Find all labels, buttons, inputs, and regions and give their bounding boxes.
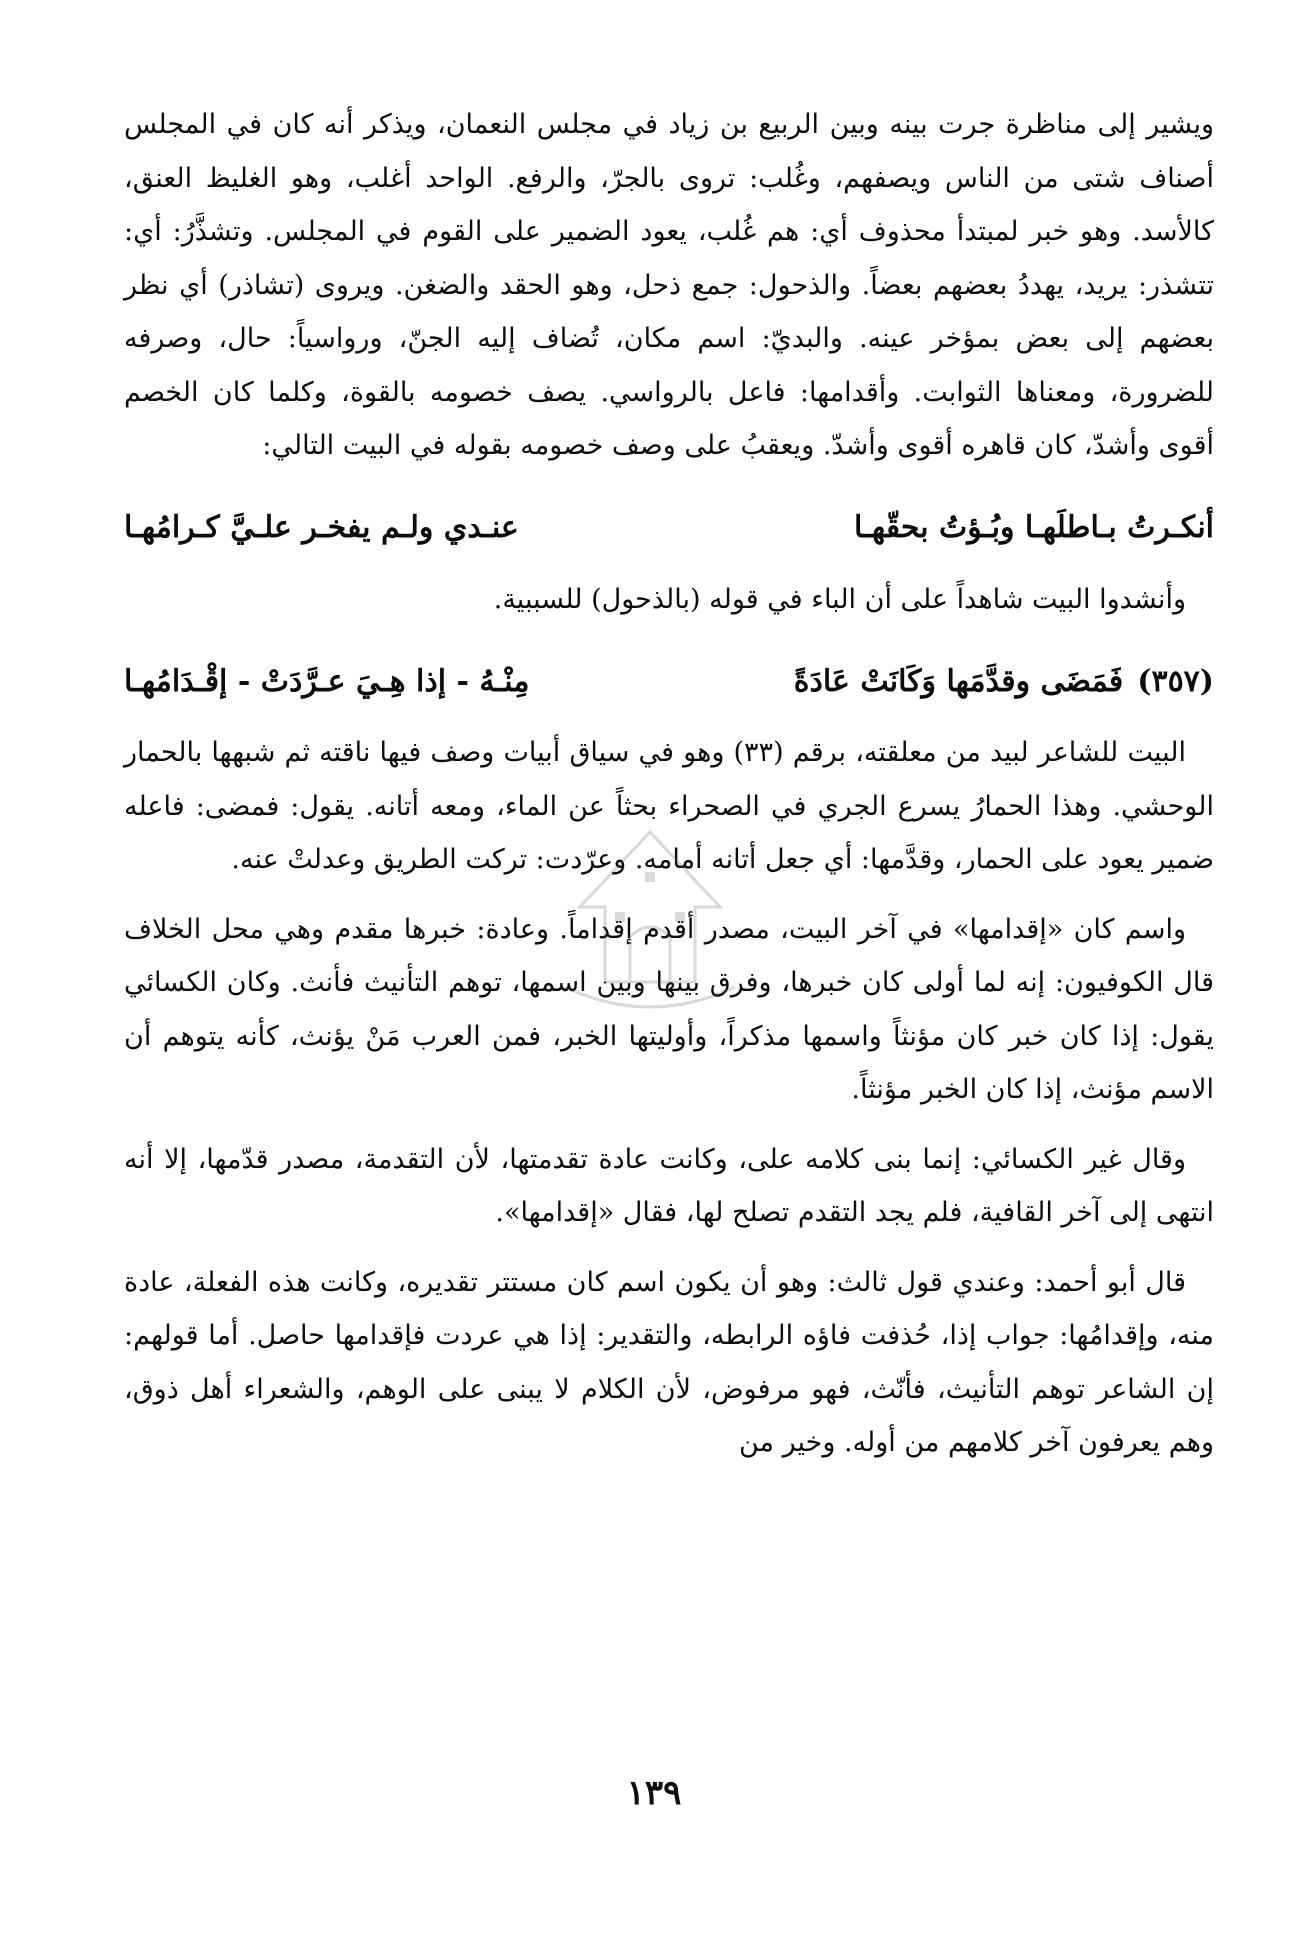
- verse-2-first-hemistich: [794, 664, 1214, 699]
- verse-2-first-hemistich-text: فَمَضَى وقدَّمَها وَكَانَتْ عَادَةً: [793, 663, 1124, 699]
- paragraph-commentary-3: وقال غير الكسائي: إنما بنى كلامه على، وكانت عادة تقدمتها، لأن التقدمة، مصدر قدّمها، إلا أنه انتهى إلى آخر القافية، فلم يجد التقدم تصلح لها، فقال «إقدامها».: [124, 1143, 1214, 1228]
- verse-number: (٣٥٧): [1137, 663, 1214, 699]
- page-body: [124, 98, 1214, 1486]
- paragraph-commentary-2: واسم كان «إقدامها» في آخر البيت، مصدر أقدم إقداماً. وعادة: خبرها مقدم وهي محل الخلاف قال الكوفيون: إنه لما أولى كان خبرها، وفرق بينها وبين اسمها، توهم التأنيث فأنث. وكان الكسائي يقول: إذا كان خبر كان مؤنثاً واسمها مذكراً، وأوليتها الخبر، فمن العرب مَنْ يؤنث، كأنه يتوهم أن الاسم مؤنث، إذا كان الخبر مؤنثاً.: [124, 913, 1214, 1105]
- verse-1-second-hemistich: عنـدي ولـم يفخـر علـيَّ كـرامُهـا: [124, 510, 519, 545]
- paragraph-commentary-1: البيت للشاعر لبيد من معلقته، برقم (٣٣) وهو في سياق أبيات وصف فيها ناقته ثم شبهها بالحمار الوحشي. وهذا الحمارُ يسرع الجري في الصحراء بحثاً عن الماء، ومعه أتانه. يقول: فمضى: فاعله ضمير يعود على الحمار، وقدَّمها: أي جعل أتانه أمامه. وعرّدت: تركت الطريق وعدلتْ عنه.: [124, 737, 1214, 875]
- verse-line-1: [124, 491, 1214, 565]
- verse-1-first-hemistich: أنكـرتُ بـاطلَهـا وبُـؤتُ بحقّهـا: [853, 510, 1214, 545]
- paragraph-intro: ويشير إلى مناظرة جرت بينه وبين الربيع بن زياد في مجلس النعمان، ويذكر أنه كان في المجلس أصناف شتى من الناس ويصفهم، وغُلب: تروى بالجرّ، والرفع. الواحد أغلب، وهو الغليظ العنق، كالأسد. وهو خبر لمبتدأ محذوف أي: هم غُلب، يعود الضمير على القوم في المجلس. وتشذَّرُ: أي: تتشذر: يريد، يهددُ بعضهم بعضاً. والذحول: جمع ذحل، وهو الحقد والضغن. ويروى (تشاذر) أي نظر بعضهم إلى بعض بمؤخر عينه. والبديّ: اسم مكان، تُضاف إليه الجنّ، ورواسياً: حال، وصرفه للضرورة، ومعناها الثوابت. وأقدامها: فاعل بالرواسي. يصف خصومه بالقوة، وكلما كان الخصم أقوى وأشدّ، كان قاهره أقوى وأشدّ. ويعقبُ على وصف خصومه بقوله في البيت التالي:: [124, 109, 1214, 461]
- paragraph-evidence-note: وأنشدوا البيت شاهداً على أن الباء في قوله (بالذحول) للسببية.: [493, 583, 1186, 615]
- verse-2-second-hemistich: مِنْـهُ - إذا هِـيَ عـرَّدَتْ - إقْـدَامُهـا: [124, 663, 530, 699]
- page-number: ١٣٩: [626, 1773, 682, 1813]
- paragraph-commentary-4: قال أبو أحمد: وعندي قول ثالث: وهو أن يكون اسم كان مستتر تقديره، وكانت هذه الفعلة، عادة منه، وإقدامُها: جواب إذا، حُذفت فاؤه الرابطه، والتقدير: إذا هي عردت فإقدامها حاصل. أما قولهم: إن الشاعر توهم التأنيث، فأنّث، فهو مرفوض، لأن الكلام لا يبنى على الوهم، والشعراء أهل ذوق، وهم يعرفون آخر كلامهم من أوله. وخير من: [124, 1266, 1214, 1458]
- verse-line-2: [124, 644, 1214, 718]
